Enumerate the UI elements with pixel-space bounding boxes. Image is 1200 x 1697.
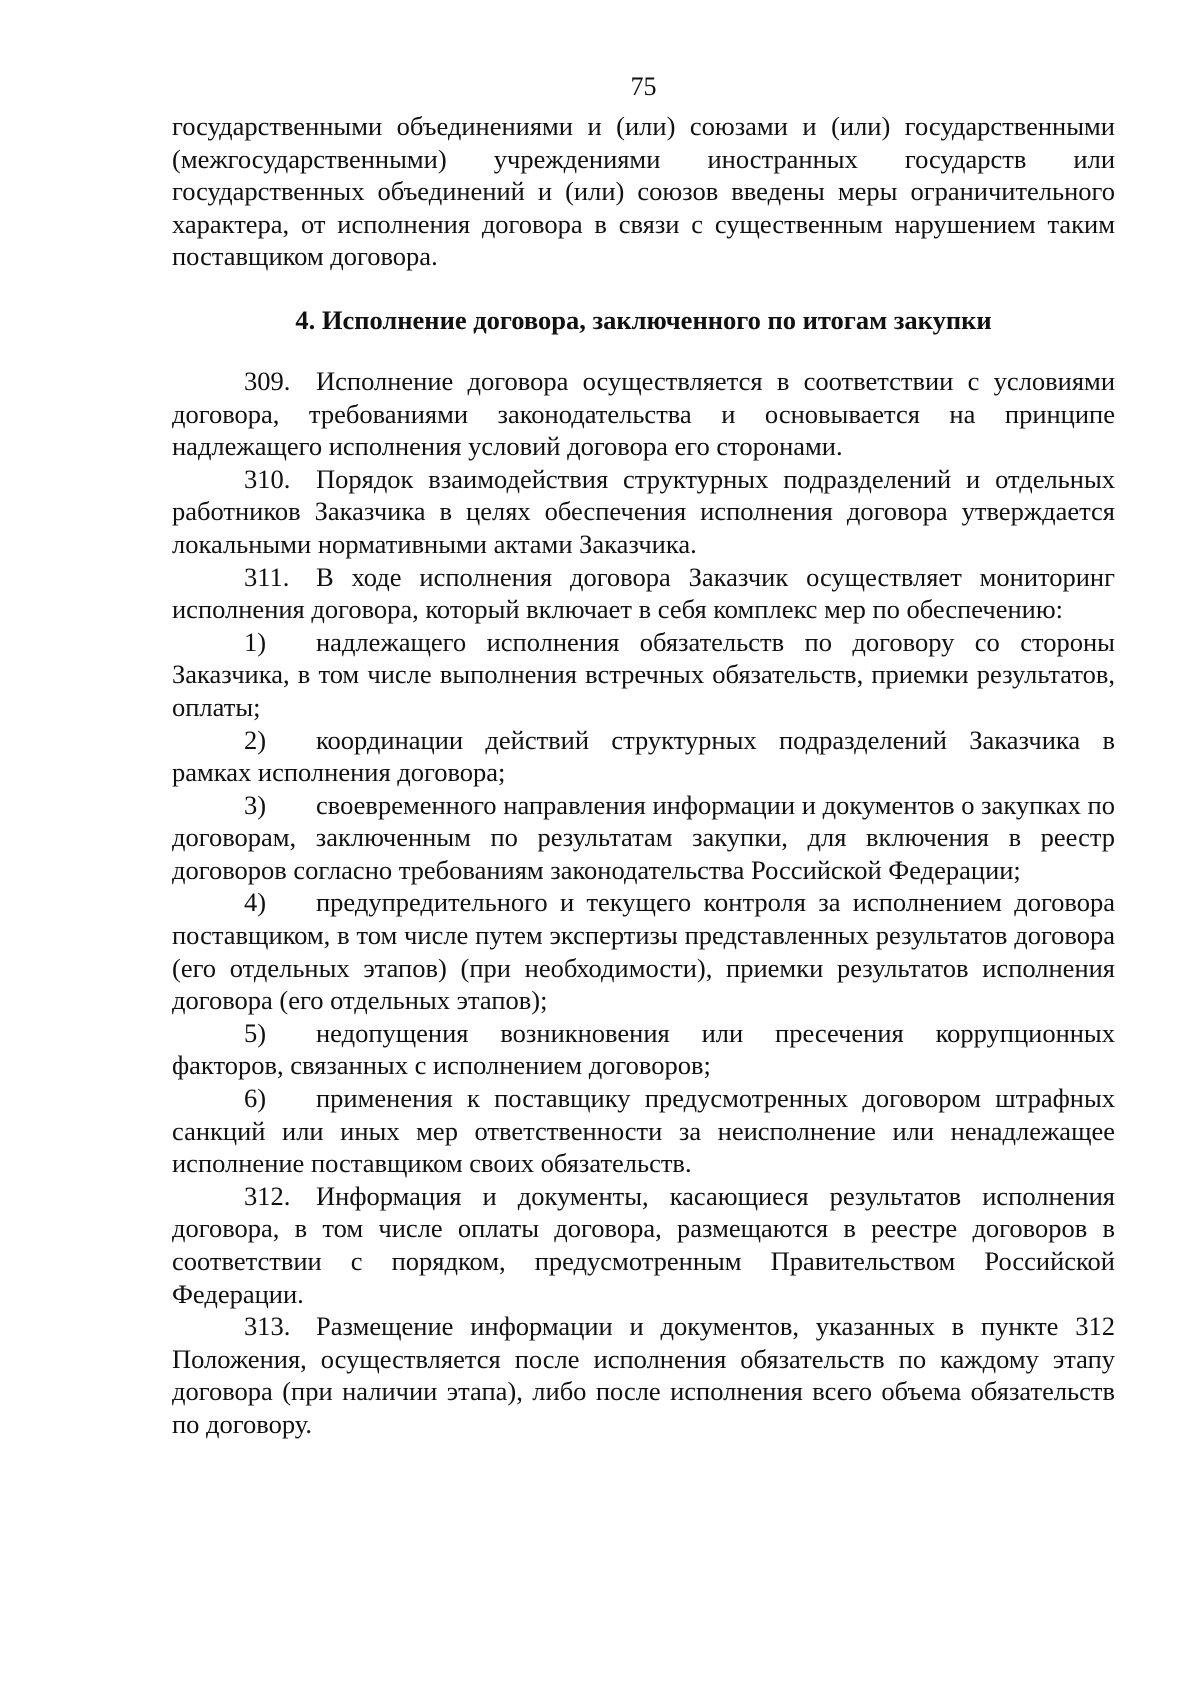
list-item-number: 4) [244, 887, 267, 918]
list-item-1 [172, 626, 1115, 724]
paragraph-311 [172, 561, 1115, 626]
paragraph-text: Исполнение договора осуществляется в соответствии с условиями договора, требованиями законодательства и основывается на принципе надлежащего исполнения условий договора его сторонами. [172, 365, 1115, 462]
list-item-5 [172, 1017, 1115, 1082]
paragraph-312 [172, 1180, 1115, 1310]
list-item-text: координации действий структурных подразделений Заказчика в рамках исполнения договора; [172, 724, 1115, 788]
paragraph-number: 312. [244, 1180, 291, 1211]
paragraph-text: Информация и документы, касающиеся результатов исполнения договора, в том числе оплаты договора, размещаются в реестре договоров в соответствии с порядком, предусмотренным Правительством Российской Федерации. [172, 1180, 1115, 1309]
paragraph-text: В ходе исполнения договора Заказчик осуществляет мониторинг исполнения договора, который включает в себя комплекс мер по обеспечению: [172, 561, 1115, 625]
list-item-text: недопущения возникновения или пресечения коррупционных факторов, связанных с исполнением договоров; [172, 1017, 1115, 1081]
page-number: 75 [630, 72, 657, 101]
list-item-number: 6) [244, 1083, 267, 1114]
list-item-number: 3) [244, 789, 267, 820]
paragraph-number: 311. [244, 561, 290, 592]
paragraph-text: Порядок взаимодействия структурных подразделений и отдельных работников Заказчика в целях обеспечения исполнения договора утверждается локальными нормативными актами Заказчика. [172, 463, 1115, 559]
paragraph-text: Размещение информации и документов, указанных в пункте 312 Положения, осуществляется после исполнения обязательств по каждому этапу договора (при наличии этапа), либо после исполнения всего объема обязательств по договору. [172, 1311, 1115, 1439]
paragraph-309 [172, 365, 1115, 463]
document-page [172, 70, 1115, 1441]
section-heading: 4. Исполнение договора, заключенного по итогам закупки [295, 304, 992, 335]
list-item-number: 2) [244, 724, 267, 755]
list-item-2 [172, 724, 1115, 789]
paragraph-310 [172, 463, 1115, 561]
paragraph-number: 309. [244, 365, 291, 396]
list-item-text: применения к поставщику предусмотренных договором штрафных санкций или иных мер ответственности за неисполнение или ненадлежащее исполнение поставщиком своих обязательств. [172, 1083, 1115, 1179]
intro-paragraph: государственными объединениями и (или) союзами и (или) государственными (межгосударственными) учреждениями иностранных государств или государственных объединений и (или) союзов введены меры ограничительного характера, от исполнения договора в связи с существенным нарушением таким поставщиком договора. [172, 111, 1115, 272]
list-item-6 [172, 1082, 1115, 1180]
list-item-3 [172, 789, 1115, 887]
paragraph-313 [172, 1310, 1115, 1440]
paragraph-number: 313. [244, 1311, 291, 1342]
list-item-4 [172, 886, 1115, 1016]
list-item-text: надлежащего исполнения обязательств по договору со стороны Заказчика, в том числе выполнения встречных обязательств, приемки результатов, оплаты; [172, 626, 1115, 722]
list-item-number: 5) [244, 1017, 267, 1048]
paragraph-number: 310. [244, 463, 291, 494]
list-item-number: 1) [244, 626, 267, 657]
list-item-text: предупредительного и текущего контроля за исполнением договора поставщиком, в том числе путем экспертизы представленных результатов договора (его отдельных этапов) (при необходимости), приемки результатов исполнения договора (его отдельных этапов); [172, 887, 1115, 1016]
list-item-text: своевременного направления информации и документов о закупках по договорам, заключенным по результатам закупки, для включения в реестр договоров согласно требованиям законодательства Российской Федерации; [172, 789, 1115, 885]
